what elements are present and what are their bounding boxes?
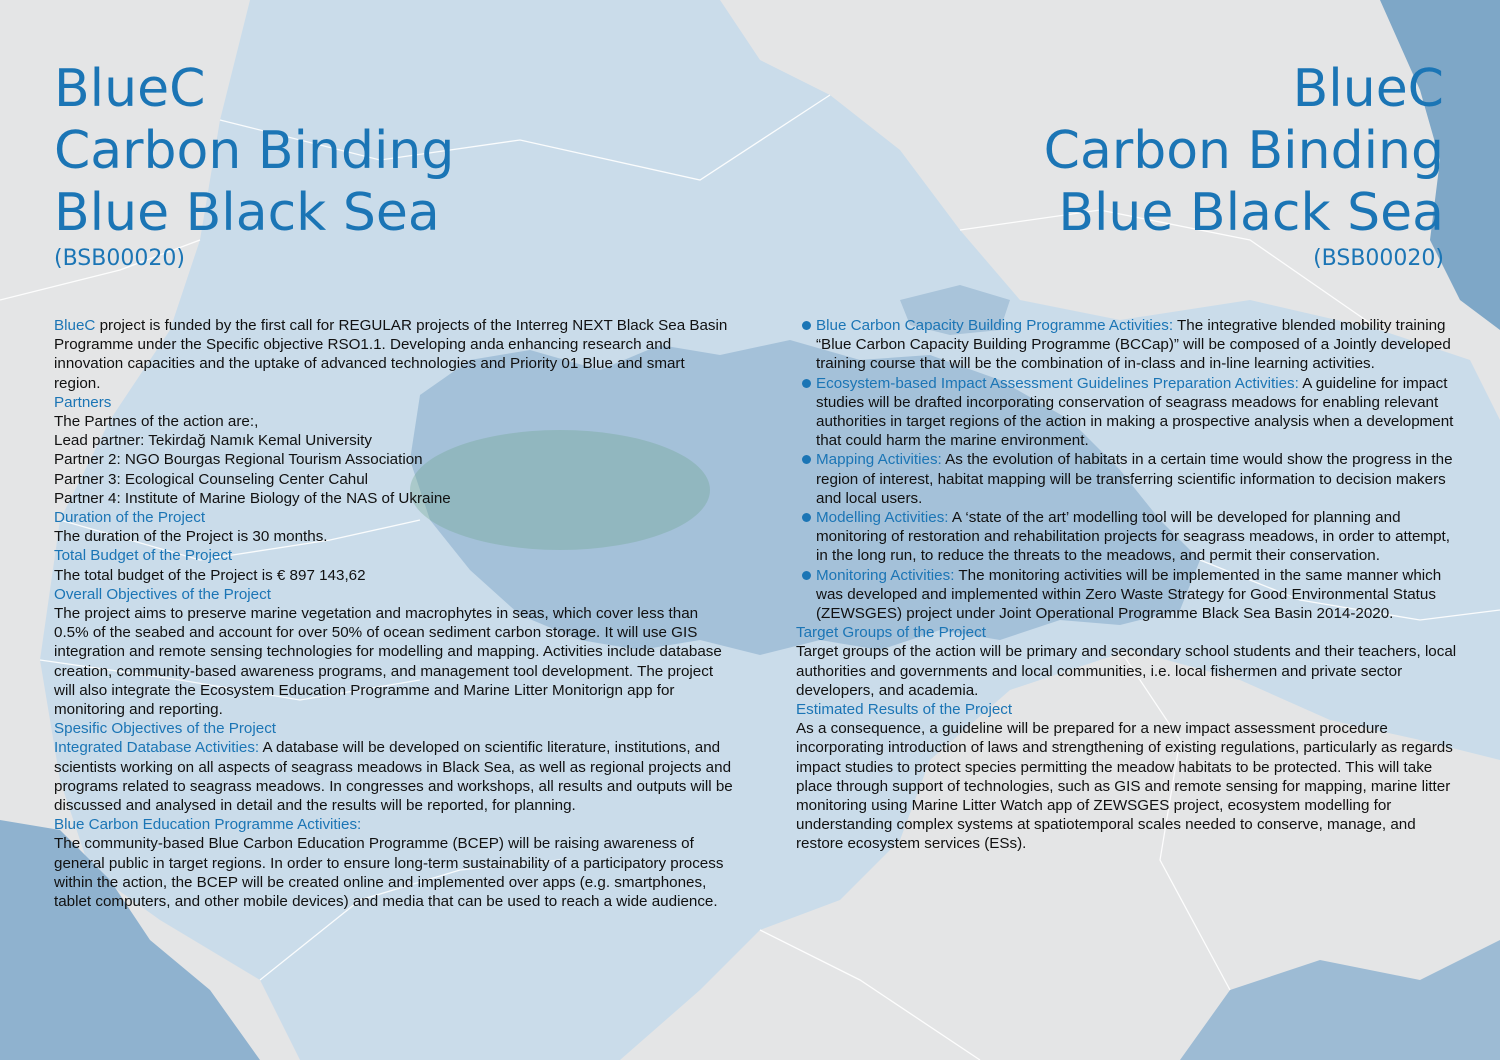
intro-lead: BlueC [54, 317, 96, 334]
database-paragraph [54, 738, 734, 815]
activity-text: The integrative blended mobility training “Blue Carbon Capacity Building Programme (BCCap)” will be composed of a Jointly developed training course that will be the combination of in-class and in-line learning activities. [816, 317, 1451, 373]
intro-text: project is funded by the first call for REGULAR projects of the Interreg NEXT Black Sea Basin Programme under the Specific objective RSO1.1. Developing anda enhancing research and innovation capacities and the uptake of advanced technologies and Priority 01 Blue and smart region. [54, 317, 728, 392]
left-column [54, 316, 734, 911]
education-heading: Blue Carbon Education Programme Activities: [54, 816, 362, 834]
results-text: As a consequence, a guideline will be prepared for a new impact assessment procedure incorporating introduction of laws and strengthening of existing regulations, particularly as regards impact studies to protect species permitting the meadow habitats to be protected. This will take place through support of technologies, such as GIS and remote sensing for mapping, marine litter monitoring using Marine Litter Watch app of ZEWSGES project, ecosystem modelling for understanding complex systems at spatiotemporal scales needed to conserve, manage, and restore ecosystem services (ESs). [796, 720, 1453, 853]
title-line-1: BlueC [1292, 59, 1444, 119]
overall-objectives-text: The project aims to preserve marine vegetation and macrophytes in seas, which cover less than 0.5% of the seabed and account for over 50% of ocean sediment carbon storage. It will use GIS integration and remote sensing technologies for modelling and mapping. Activities include database creation, community-based awareness programs, and management tool development. The project will also integrate the Ecosystem Education Programme and Marine Litter Monitorign app for monitoring and reporting. [54, 605, 722, 719]
bullet-icon [802, 321, 811, 330]
overall-objectives-heading: Overall Objectives of the Project [54, 585, 271, 603]
activity-heading: Mapping Activities: [816, 451, 942, 469]
bullet-icon [802, 571, 811, 580]
activity-heading: Ecosystem-based Impact Assessment Guidelines Preparation Activities: [816, 374, 1299, 392]
title-line-1: BlueC [54, 59, 206, 119]
activity-heading: Monitoring Activities: [816, 566, 955, 584]
partner-item: Partner 3: Ecological Counseling Center Cahul [54, 470, 369, 488]
activity-text: As the evolution of habitats in a certain time would show the progress in the region of interest, habitat mapping will be transferring scientific information to decision makers and local users. [816, 451, 1453, 507]
duration-heading: Duration of the Project [54, 509, 206, 527]
budget-text: The total budget of the Project is € 897 143,62 [54, 566, 366, 584]
target-groups-text: Target groups of the action will be primary and secondary school students and their teachers, local authorities and governments and local communities, i.e. local fishermen and private sector developers, and academia. [796, 643, 1457, 699]
partner-item: Lead partner: Tekirdağ Namık Kemal University [54, 432, 372, 450]
right-column [796, 316, 1461, 854]
project-code: (BSB00020) [54, 246, 185, 271]
bullet-icon [802, 455, 811, 464]
activity-item [796, 374, 1461, 451]
results-heading: Estimated Results of the Project [796, 701, 1013, 719]
education-text: The community-based Blue Carbon Education Programme (BCEP) will be raising awareness of general public in target regions. In order to ensure long-term sustainability of a participatory process within the action, the BCEP will be created online and implemented over apps (e.g. smartphones, tablet computers, and other mobile devices) and media that can be used to reach a wide audience. [54, 835, 724, 911]
specific-objectives-heading: Spesific Objectives of the Project [54, 720, 277, 738]
database-heading: Integrated Database Activities: [54, 739, 260, 757]
activity-item [796, 508, 1461, 566]
title-line-2: Carbon Binding [1043, 121, 1444, 181]
budget-heading: Total Budget of the Project [54, 547, 233, 565]
title-right [1044, 58, 1444, 272]
partners-intro: The Partnes of the action are:, [54, 413, 259, 431]
partner-item: Partner 2: NGO Bourgas Regional Tourism Association [54, 451, 423, 469]
activity-item [796, 316, 1461, 374]
title-line-3: Blue Black Sea [54, 183, 440, 243]
duration-text: The duration of the Project is 30 months. [54, 528, 328, 546]
activity-item [796, 450, 1461, 508]
activity-text: A guideline for impact studies will be drafted incorporating conservation of seagrass meadows for enabling relevant authorities in target regions of the action in making a prospective analysis when a development that could harm the marine environment. [816, 374, 1454, 450]
activity-item [796, 566, 1461, 624]
bullet-icon [802, 379, 811, 388]
activity-heading: Blue Carbon Capacity Building Programme Activities: [816, 317, 1174, 334]
activity-text: A ‘state of the art’ modelling tool will be developed for planning and monitoring of restoration and rehabilitation projects for seagrass meadows, in order to attempt, in the long run, to reduce the threats to the meadows, and permit their conservation. [816, 509, 1450, 565]
target-groups-heading: Target Groups of the Project [796, 624, 986, 642]
project-code: (BSB00020) [1313, 246, 1444, 271]
bullet-icon [802, 513, 811, 522]
intro-paragraph [54, 316, 734, 393]
activities-list [796, 316, 1461, 623]
partner-item: Partner 4: Institute of Marine Biology of the NAS of Ukraine [54, 489, 451, 507]
title-line-3: Blue Black Sea [1058, 183, 1444, 243]
database-text: A database will be developed on scientific literature, institutions, and scientists working on all aspects of seagrass meadows in Black Sea, as well as regional projects and programs related to seagrass meadows. In congresses and workshops, all results and outputs will be discussed and analysed in detail and the results will be reported, for planning. [54, 739, 733, 815]
partners-heading: Partners [54, 393, 112, 411]
activity-text: The monitoring activities will be implemented in the same manner which was developed and implemented within Zero Waste Strategy for Good Environmental Status (ZEWSGES) project under Joint Operational Programme Black Sea Basin 2014-2020. [816, 566, 1442, 623]
activity-heading: Modelling Activities: [816, 509, 949, 527]
title-left [54, 58, 454, 272]
title-line-2: Carbon Binding [54, 121, 455, 181]
